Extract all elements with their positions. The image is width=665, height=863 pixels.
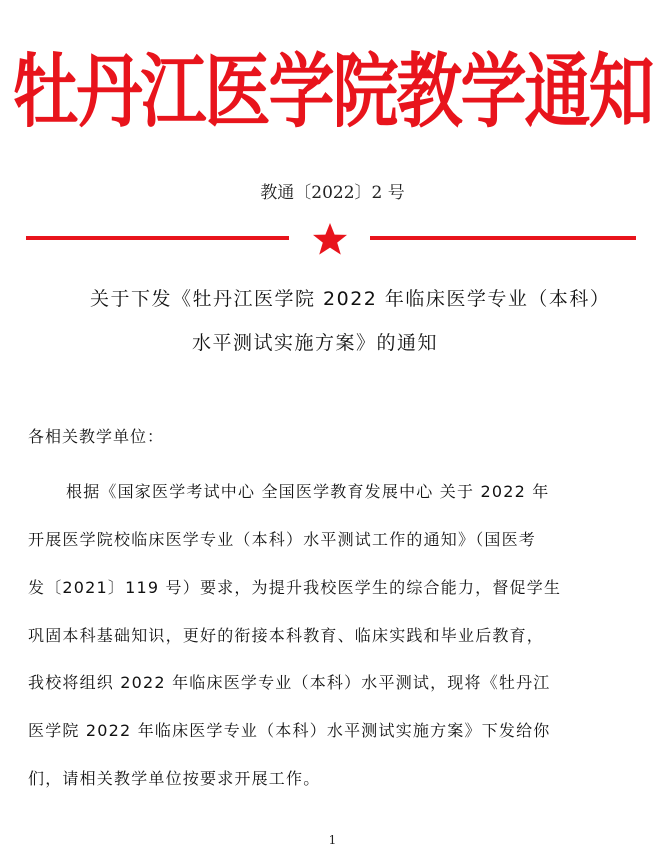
separator-rule-right	[370, 236, 636, 240]
body-line-6: 医学院 2022 年临床医学专业（本科）水平测试实施方案》下发给你	[28, 721, 551, 740]
star-icon	[310, 222, 350, 256]
separator-rule-left	[26, 236, 289, 240]
notice-title-line-1: 关于下发《牡丹江医学院 2022 年临床医学专业（本科）	[90, 288, 611, 310]
body-line-3: 发〔2021〕119 号）要求，为提升我校医学生的综合能力，督促学生	[28, 578, 562, 597]
body-line-7: 们，请相关教学单位按要求开展工作。	[28, 769, 321, 788]
body-line-4: 巩固本科基础知识，更好的衔接本科教育、临床实践和毕业后教育，	[28, 626, 545, 645]
body-line-5: 我校将组织 2022 年临床医学专业（本科）水平测试，现将《牡丹江	[28, 673, 551, 692]
masthead-title: 牡丹江医学院教学通知	[12, 45, 653, 140]
body-line-2: 开展医学院校临床医学专业（本科）水平测试工作的通知》（国医考	[28, 530, 537, 549]
page-number: 1	[328, 833, 337, 847]
document-number: 教通〔2022〕2 号	[260, 183, 405, 203]
body-line-1: 根据《国家医学考试中心 全国医学教育发展中心 关于 2022 年	[66, 482, 550, 501]
salutation: 各相关教学单位：	[28, 427, 165, 446]
notice-title-line-2: 水平测试实施方案》的通知	[192, 332, 439, 354]
